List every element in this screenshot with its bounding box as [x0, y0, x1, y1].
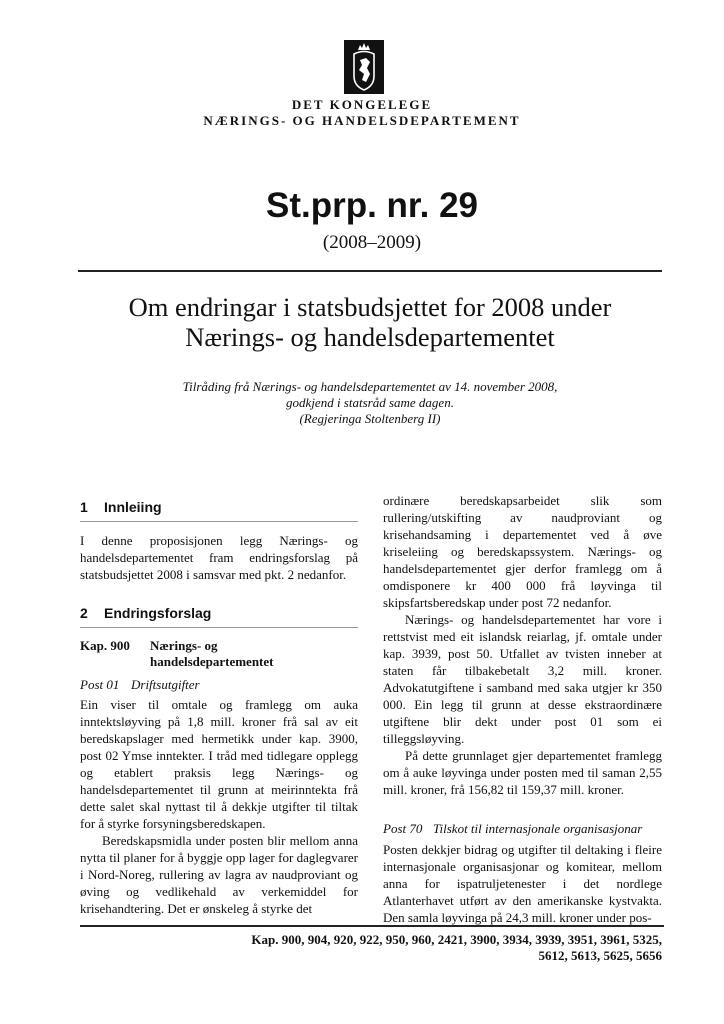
norwegian-coat-of-arms-icon: [344, 40, 384, 94]
subject-line1: Om endringar i statsbudsjettet for 2008 under: [128, 292, 612, 322]
document-title: St.prp. nr. 29: [266, 186, 478, 225]
paragraph: ordinære beredskapsarbeidet slik som rullering/utskifting av naudproviant og krisehandsaming i departementet ved å øve kriseleiing og beredskapssystem. Nærings- og handelsdepartementet gjer derfor framlegg om å omdisponere kr 400 000 frå løyvinga til skipsfartsberedskap under post 72 nedanfor.: [383, 493, 662, 610]
chapter-name-line1: Nærings- og: [150, 638, 218, 653]
section-heading-1: [80, 499, 358, 516]
section-title: Innleiing: [104, 499, 162, 515]
title-divider: [78, 270, 662, 272]
section-rule: [80, 627, 358, 628]
department-name-line1: DET KONGELEGE: [291, 97, 433, 112]
chapter-name: [150, 638, 274, 670]
recommendation-line1: Tilråding frå Nærings- og handelsdepartementet av 14. november 2008,: [182, 379, 558, 394]
post-heading: [80, 676, 358, 693]
post-heading: [383, 820, 662, 837]
right-column: [383, 492, 662, 926]
post-name: Tilskot til internasjonale organisasjonar: [433, 821, 643, 836]
section-title: Endringsforslag: [104, 605, 212, 621]
chapter-name-line2: handelsdepartementet: [150, 654, 274, 669]
department-name-line2: NÆRINGS- OG HANDELSDEPARTEMENT: [203, 113, 521, 128]
section-number: 2: [80, 605, 88, 621]
paragraph: Beredskapsmidla under posten blir mellom anna nytta til planer for å byggje opp lager for daglegvarer i Nord-Noreg, rullering av lagra av naudproviant og øving og vedlikehald av verkemiddel for krisehandtering. Det er ønskeleg å styrke det: [80, 833, 358, 916]
footer-divider: [80, 925, 664, 927]
coat-of-arms-logo: [344, 40, 384, 94]
section-rule: [80, 521, 358, 522]
document-subject: [90, 292, 650, 352]
subject-line2: Nærings- og handelsdepartementet: [185, 322, 555, 352]
recommendation-line2: godkjend i statsråd same dagen.: [286, 395, 454, 410]
chapter-heading: [80, 638, 358, 670]
chapter-list-footer: [80, 932, 662, 964]
paragraph: Nærings- og handelsdepartementet har vore i rettstvist med eit islandsk reiarlag, jf. omtale under kap. 3939, post 50. Utfallet av tvisten inneber at staten får tilbakebetalt 3,2 mill. kroner. Advokatutgiftene i samband med saka utgjer kr 350 000. Ein legg til grunn at desse ekstraordinære utgiftene blir dekt under post 01 som ei tilleggsløyving.: [383, 612, 662, 746]
post-label: Post 01: [80, 677, 120, 692]
section-number: 1: [80, 499, 88, 515]
paragraph: Posten dekkjer bidrag og utgifter til deltaking i fleire internasjonale organisasjonar og komitear, mellom anna for ispatruljetenester i det nordlege Atlanterhavet utført av den amerikanske kystvakta. Den samla løyvinga på 24,3 mill. kroner under pos-: [383, 842, 662, 925]
footer-line2: 5612, 5613, 5625, 5656: [538, 948, 662, 963]
post-label: Post 70: [383, 821, 423, 836]
chapter-label: Kap. 900: [80, 638, 130, 653]
recommendation-note: [150, 379, 590, 427]
paragraph: I denne proposisjonen legg Nærings- og handelsdepartementet fram endringsforslag på statsbudsjettet 2008 i samsvar med pkt. 2 nedanfor.: [80, 533, 358, 582]
session-years: (2008–2009): [322, 232, 422, 253]
recommendation-line3: (Regjeringa Stoltenberg II): [299, 411, 441, 426]
paragraph: På dette grunnlaget gjer departementet framlegg om å auke løyvinga under posten med til saman 2,55 mill. kroner, frå 156,82 til 159,37 mill. kroner.: [383, 748, 662, 797]
paragraph: Ein viser til omtale og framlegg om auka inntektsløyving på 1,8 mill. kroner frå sal av eit beredskapslager med hermetikk under kap. 3900, post 02 Ymse inntekter. I tråd med tidlegare opplegg og etablert praksis legg Nærings- og handelsdepartementet til grunn at meirinntekta frå dette salet skal nyttast til å dekkje utgifter til tiltak for å styrke forsyningsberedskapen.: [80, 697, 358, 831]
section-heading-2: [80, 605, 358, 622]
footer-line1: Kap. 900, 904, 920, 922, 950, 960, 2421, 3900, 3934, 3939, 3951, 3961, 5325,: [251, 932, 662, 947]
left-column: [80, 499, 358, 917]
post-name: Driftsutgifter: [131, 677, 200, 692]
